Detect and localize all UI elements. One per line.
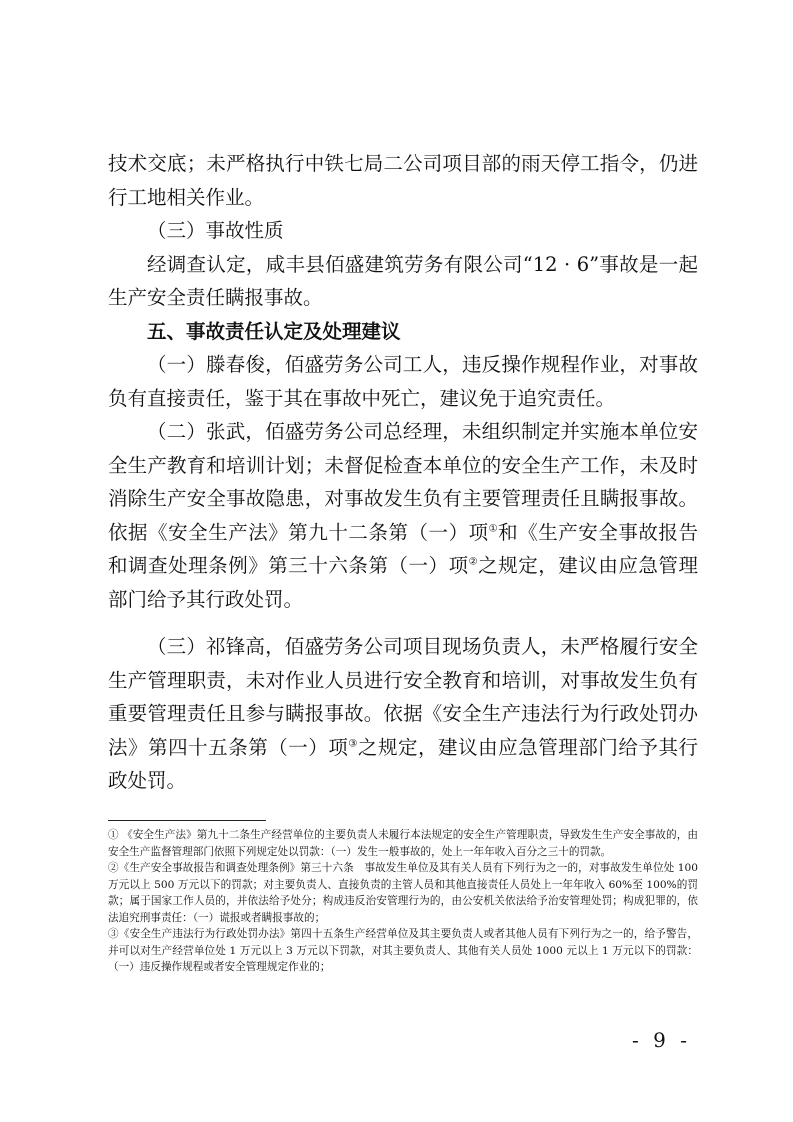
paragraph-zhang-wu — [108, 415, 698, 616]
footnote-3: ③《安全生产违法行为行政处罚办法》第四十五条生产经营单位及其主要负责人或者其他人员有下列行为之一的，给予警告，并可以对生产经营单位处 1 万元以上 3 万元以下罚款，对其主要负责人、其他有关人员处 1000 元以上 1 万元以下的罚款：（一）违反操作规程或者安全管理规定作业的； — [108, 928, 698, 973]
body-text — [108, 147, 698, 798]
text-segment: 之规定，建议由应急管理部门给予其行政处罚。 — [108, 735, 698, 792]
text-segment: （三）祁锋高，佰盛劳务公司项目现场负责人，未严格履行安全生产管理职责，未对作业人员进行安全教育和培训，对事故发生负有重要管理责任且参与瞒报事故。依据《安全生产违法行为行政处罚办法》第四十五条第（一）项 — [108, 635, 698, 759]
text-segment: 和《生产安全事故报告和调查处理条例》第三十六条第（一）项 — [108, 520, 698, 577]
footnote-ref-1[interactable]: ① — [488, 523, 499, 534]
paragraph-accident-determination: 经调查认定，咸丰县佰盛建筑劳务有限公司“12 · 6”事故是一起生产安全责任瞒报事故。 — [108, 252, 698, 309]
page-number: - 9 - — [632, 1028, 691, 1052]
footnote-ref-3[interactable]: ③ — [348, 738, 358, 749]
section-heading-responsibility: 五、事故责任认定及处理建议 — [147, 319, 401, 343]
footnotes — [108, 827, 698, 976]
footnote-1: ① 《安全生产法》第九十二条生产经营单位的主要负责人未履行本法规定的安全生产管理职责，导致发生生产安全事故的，由安全生产监督管理部门依照下列规定处以罚款：（一）发生一般事故的，处上一年年收入百分之三十的罚款。 — [108, 829, 698, 858]
text-segment: （二）张武，佰盛劳务公司总经理，未组织制定并实施本单位安全生产教育和培训计划；未督促检查本单位的安全生产工作，未及时消除生产安全事故隐患，对事故发生负有主要管理责任且瞒报事故。依据《安全生产法》第九十二条第（一）项 — [108, 420, 698, 544]
footnote-separator — [108, 820, 266, 821]
paragraph-work-briefing: 技术交底；未严格执行中铁七局二公司项目部的雨天停工指令，仍进行工地相关作业。 — [108, 152, 698, 209]
footnote-ref-2[interactable]: ② — [468, 556, 479, 568]
paragraph-teng-chunjun: （一）滕春俊，佰盛劳务公司工人，违反操作规程作业，对事故负有直接责任，鉴于其在事故中死亡，建议免于追究责任。 — [108, 353, 698, 410]
footnote-2: ②《生产安全事故报告和调查处理条例》第三十六条 事故发生单位及其有关人员有下列行为之一的，对事故发生单位处 100 万元以上 500 万元以下的罚款；对主要负责人、直接负责的主管人员和其他直接责任人员处上一年年收入 60%至 100%的罚款；属于国家工作人员的，并依法给予处分；构成违反治安管理行为的，由公安机关依法给予治安管理处罚；构成犯罪的，依法追究刑事责任：（一）谎报或者瞒报事故的； — [108, 862, 698, 924]
heading-accident-nature: （三）事故性质 — [147, 219, 284, 242]
text-segment: 之规定，建议由应急管理部门给予其行政处罚。 — [108, 554, 698, 611]
paragraph-qi-fenggao — [108, 630, 698, 798]
